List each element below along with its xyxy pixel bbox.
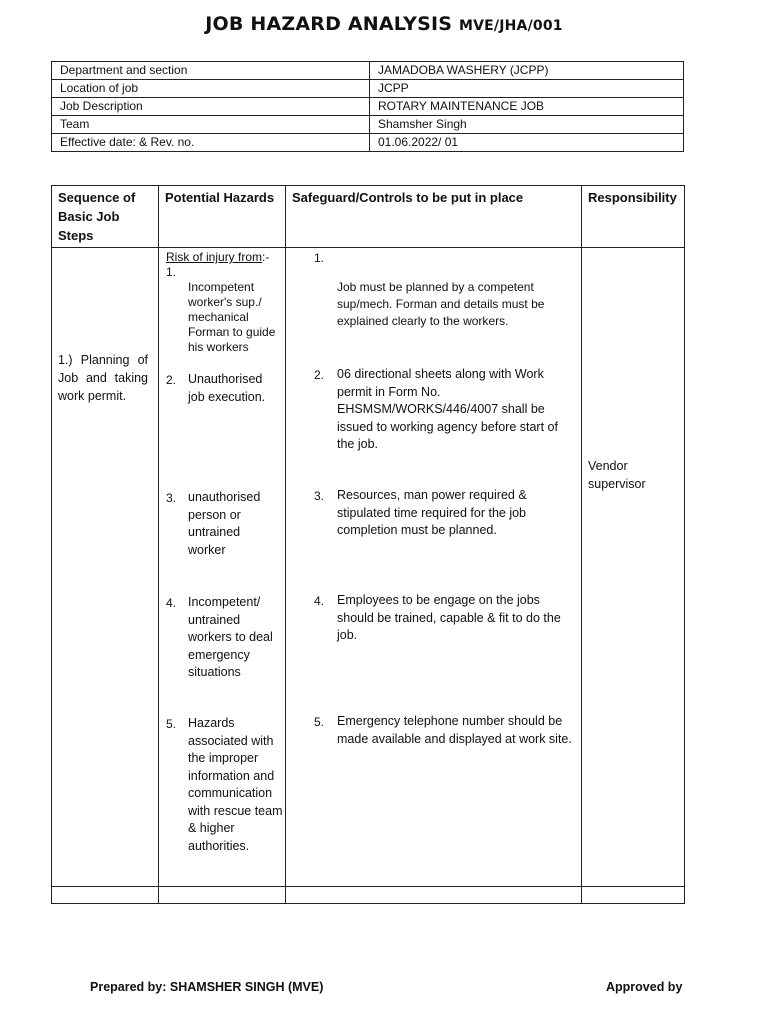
hazard-number: 5. xyxy=(166,717,177,731)
info-value: 01.06.2022/ 01 xyxy=(370,134,684,152)
control-number: 1. xyxy=(314,251,325,265)
empty-cell xyxy=(159,887,286,904)
info-label: Team xyxy=(52,116,370,134)
title-code: MVE/JHA/001 xyxy=(458,18,563,34)
responsibility-text: Vendor supervisor xyxy=(588,459,646,491)
table-row xyxy=(52,248,685,887)
empty-cell xyxy=(582,887,685,904)
hazard-text: Incompetent/ untrained workers to deal emergency situations xyxy=(188,595,273,679)
table-header-row xyxy=(52,186,685,248)
step-text: 1.) Planning of Job and taking work permit. xyxy=(58,353,148,403)
hazard-intro-rest: :- xyxy=(262,250,270,264)
control-number: 5. xyxy=(314,715,325,729)
document-title xyxy=(0,13,768,35)
hazard-text: Incompetent worker's sup./ mechanical Forman to guide his workers xyxy=(188,280,276,354)
control-number: 2. xyxy=(314,368,325,382)
hazard-text: Unauthorised job execution. xyxy=(188,372,266,404)
hazard-intro xyxy=(166,249,269,265)
responsibility-cell xyxy=(582,248,685,887)
info-label: Department and section xyxy=(52,62,370,80)
control-text: Job must be planned by a competent sup/mech. Forman and details must be explained clearly to the workers. xyxy=(337,280,545,328)
hazards-cell xyxy=(159,248,286,887)
info-row xyxy=(52,134,684,152)
info-label: Effective date: & Rev. no. xyxy=(52,134,370,152)
hazard-text: unauthorised person or untrained worker xyxy=(188,490,261,557)
control-number: 4. xyxy=(314,594,325,608)
info-row xyxy=(52,80,684,98)
hazard-intro-underlined: Risk of injury from xyxy=(166,250,263,264)
header-steps: Sequence of Basic Job Steps xyxy=(52,186,159,248)
info-value: ROTARY MAINTENANCE JOB xyxy=(370,98,684,116)
title-main: JOB HAZARD ANALYSIS xyxy=(205,13,453,35)
header-hazards: Potential Hazards xyxy=(159,186,286,248)
hazard-analysis-table xyxy=(51,185,685,904)
empty-cell xyxy=(52,887,159,904)
info-value: JAMADOBA WASHERY (JCPP) xyxy=(370,62,684,80)
info-row xyxy=(52,116,684,134)
control-text: 06 directional sheets along with Work permit in Form No. EHSMSM/WORKS/446/4007 shall be issued to working agency before start of the job. xyxy=(337,367,558,451)
approved-by: Approved by xyxy=(606,980,683,994)
info-label: Job Description xyxy=(52,98,370,116)
info-row xyxy=(52,62,684,80)
control-number: 3. xyxy=(314,489,325,503)
prepared-by: Prepared by: SHAMSHER SINGH (MVE) xyxy=(90,980,324,994)
table-row-empty xyxy=(52,887,685,904)
hazard-number: 4. xyxy=(166,596,177,610)
empty-cell xyxy=(286,887,582,904)
info-row xyxy=(52,98,684,116)
step-cell xyxy=(52,248,159,887)
hazard-number: 1. xyxy=(166,265,177,279)
hazard-number: 2. xyxy=(166,373,177,387)
control-text: Employees to be engage on the jobs should be trained, capable & fit to do the job. xyxy=(337,593,561,642)
controls-cell xyxy=(286,248,582,887)
job-info-table xyxy=(51,61,684,152)
hazard-number: 3. xyxy=(166,491,177,505)
header-controls: Safeguard/Controls to be put in place xyxy=(286,186,582,248)
info-label: Location of job xyxy=(52,80,370,98)
control-text: Resources, man power required & stipulated time required for the job completion must be planned. xyxy=(337,488,527,537)
header-responsibility: Responsibility xyxy=(582,186,685,248)
hazard-text: Hazards associated with the improper information and communication with rescue team & higher authorities. xyxy=(188,716,283,853)
info-value: Shamsher Singh xyxy=(370,116,684,134)
info-value: JCPP xyxy=(370,80,684,98)
control-text: Emergency telephone number should be made available and displayed at work site. xyxy=(337,714,572,746)
